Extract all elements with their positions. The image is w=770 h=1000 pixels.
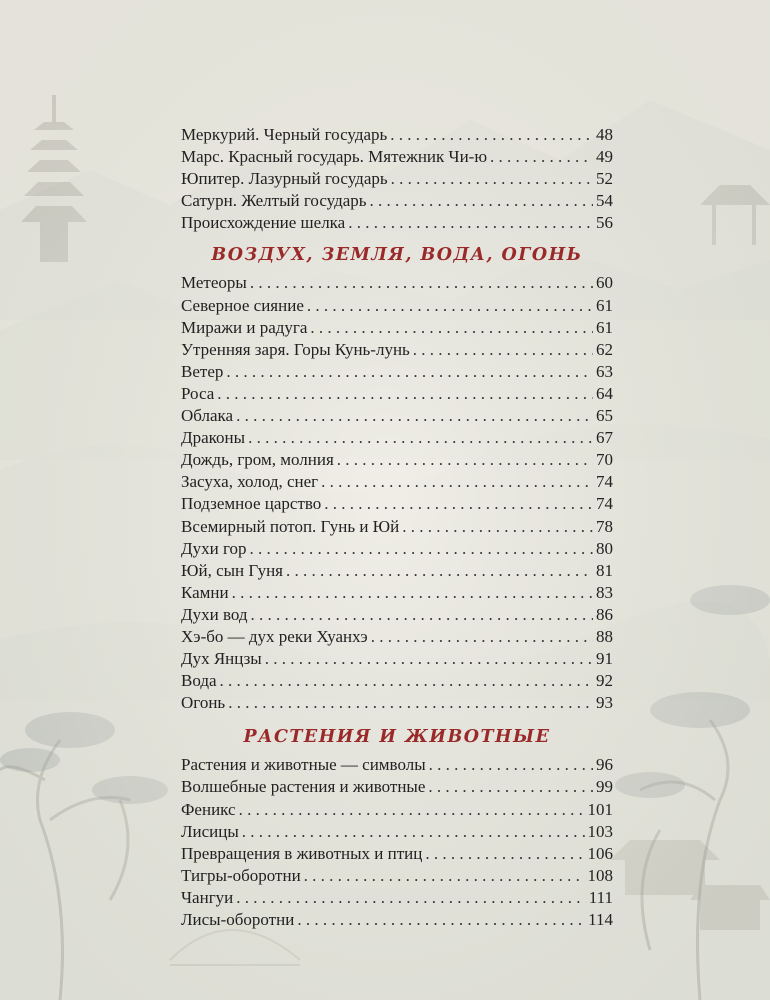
toc-entry-title: Происхождение шелка <box>181 213 346 233</box>
toc-entry <box>181 649 613 671</box>
toc-entry <box>181 800 613 822</box>
toc-entry-title: Миражи и радуга <box>181 317 308 337</box>
toc-entry <box>181 539 613 561</box>
toc-dot-leader <box>265 649 593 669</box>
toc-entry-page-number: 108 <box>587 865 613 885</box>
toc-entry-title: Волшебные растения и животные <box>181 777 426 797</box>
toc-entry-page-number: 56 <box>596 213 613 233</box>
toc-dot-leader <box>391 169 593 189</box>
toc-entry-page-number: 99 <box>596 777 613 797</box>
toc-dot-leader <box>236 888 585 908</box>
toc-entry-title: Дух Янцзы <box>181 649 262 669</box>
toc-dot-leader <box>251 605 593 625</box>
toc-entry-page-number: 88 <box>596 626 613 646</box>
toc-dot-leader <box>217 384 593 404</box>
toc-entry <box>181 517 613 539</box>
toc-entry-title: Драконы <box>181 428 246 448</box>
toc-dot-leader <box>226 362 593 382</box>
toc-group-continued <box>181 125 613 235</box>
toc-entry <box>181 844 613 866</box>
toc-entry-page-number: 92 <box>596 671 613 691</box>
toc-entry-title: Всемирный потоп. Гунь и Юй <box>181 516 400 536</box>
toc-entry-title: Сатурн. Желтый государь <box>181 191 367 211</box>
toc-entry <box>181 384 613 406</box>
toc-entry-page-number: 86 <box>596 604 613 624</box>
toc-dot-leader <box>232 583 593 603</box>
toc-entry <box>181 627 613 649</box>
toc-entry-title: Духи вод <box>181 604 248 624</box>
toc-entry-page-number: 114 <box>588 910 613 929</box>
toc-dot-leader <box>310 318 593 338</box>
toc-entry-title: Роса <box>181 383 215 403</box>
toc-entry-title: Духи гор <box>181 538 247 558</box>
toc-entry-title: Превращения в животных и птиц <box>181 843 423 863</box>
toc-dot-leader <box>236 406 593 426</box>
toc-dot-leader <box>428 777 593 797</box>
toc-dot-leader <box>402 517 593 537</box>
toc-dot-leader <box>490 147 593 167</box>
toc-entry-page-number: 83 <box>596 582 613 602</box>
toc-entry-page-number: 78 <box>596 516 613 536</box>
toc-entry <box>181 777 613 799</box>
toc-entry-page-number: 49 <box>596 147 613 167</box>
toc-entry-page-number: 93 <box>596 693 613 713</box>
toc-entry-page-number: 74 <box>596 472 613 492</box>
toc-dot-leader <box>297 910 585 930</box>
toc-entry <box>181 125 613 147</box>
toc-dot-leader <box>371 627 593 647</box>
toc-entry-page-number: 106 <box>587 843 613 863</box>
toc-group-plants <box>181 755 613 932</box>
toc-entry <box>181 866 613 888</box>
toc-entry-title: Засуха, холод, снег <box>181 472 319 492</box>
toc-entry-title: Утренняя заря. Горы Кунь-лунь <box>181 339 410 359</box>
toc-entry-title: Северное сияние <box>181 295 304 315</box>
toc-entry-title: Меркурий. Черный государь <box>181 125 388 144</box>
toc-entry-title: Лисицы <box>181 821 239 841</box>
toc-entry <box>181 494 613 516</box>
toc-entry <box>181 910 613 932</box>
toc-dot-leader <box>248 428 593 448</box>
toc-entry <box>181 888 613 910</box>
toc-dot-leader <box>321 472 593 492</box>
toc-entry <box>181 822 613 844</box>
toc-entry-page-number: 60 <box>596 273 613 293</box>
toc-entry-title: Растения и животные — символы <box>181 755 426 775</box>
toc-entry-page-number: 54 <box>596 191 613 211</box>
toc-dot-leader <box>220 671 593 691</box>
toc-group-elements <box>181 273 613 715</box>
toc-entry-page-number: 103 <box>587 821 613 841</box>
table-of-contents <box>181 125 613 932</box>
toc-dot-leader <box>307 296 593 316</box>
toc-entry-title: Камни <box>181 582 229 602</box>
toc-dot-leader <box>413 340 593 360</box>
toc-entry-title: Юй, сын Гуня <box>181 560 283 580</box>
toc-entry-title: Облака <box>181 406 234 426</box>
toc-entry-page-number: 67 <box>596 428 613 448</box>
toc-entry-page-number: 62 <box>596 339 613 359</box>
toc-entry <box>181 191 613 213</box>
toc-entry-title: Лисы-оборотни <box>181 910 295 929</box>
toc-entry-title: Юпитер. Лазурный государь <box>181 169 388 189</box>
toc-dot-leader <box>390 125 593 145</box>
toc-entry-page-number: 61 <box>596 295 613 315</box>
toc-entry-title: Чангуи <box>181 887 234 907</box>
toc-dot-leader <box>348 213 593 233</box>
toc-entry-page-number: 61 <box>596 317 613 337</box>
toc-dot-leader <box>250 273 593 293</box>
toc-dot-leader <box>370 191 593 211</box>
toc-entry-page-number: 65 <box>596 406 613 426</box>
section-heading-elements: ВОЗДУХ, ЗЕМЛЯ, ВОДА, ОГОНЬ <box>211 245 583 266</box>
toc-entry-title: Вода <box>181 671 217 691</box>
toc-entry-page-number: 63 <box>596 361 613 381</box>
toc-entry-page-number: 74 <box>596 494 613 514</box>
section-heading-plants: РАСТЕНИЯ И ЖИВОТНЫЕ <box>243 727 551 748</box>
toc-dot-leader <box>425 844 584 864</box>
toc-entry <box>181 273 613 295</box>
toc-entry <box>181 213 613 235</box>
toc-entry-title: Хэ-бо — дух реки Хуанхэ <box>181 626 368 646</box>
toc-entry <box>181 406 613 428</box>
toc-entry-title: Метеоры <box>181 273 247 293</box>
toc-entry <box>181 428 613 450</box>
toc-entry <box>181 755 613 777</box>
toc-entry-page-number: 96 <box>596 755 613 775</box>
toc-entry-page-number: 91 <box>596 649 613 669</box>
toc-entry <box>181 671 613 693</box>
toc-dot-leader <box>324 494 593 514</box>
toc-entry-title: Феникс <box>181 799 236 819</box>
toc-entry <box>181 296 613 318</box>
toc-entry <box>181 693 613 715</box>
toc-entry <box>181 169 613 191</box>
toc-entry-page-number: 111 <box>588 887 613 907</box>
toc-entry <box>181 472 613 494</box>
toc-entry <box>181 362 613 384</box>
toc-entry-title: Тигры-оборотни <box>181 865 301 885</box>
toc-entry-title: Марс. Красный государь. Мятежник Чи-ю <box>181 147 488 167</box>
toc-entry-title: Ветер <box>181 361 224 381</box>
toc-entry-page-number: 81 <box>596 560 613 580</box>
toc-dot-leader <box>286 561 593 581</box>
toc-dot-leader <box>239 800 585 820</box>
toc-entry <box>181 340 613 362</box>
toc-dot-leader <box>429 755 593 775</box>
toc-entry-title: Дождь, гром, молния <box>181 450 334 470</box>
toc-entry-title: Подземное царство <box>181 494 322 514</box>
toc-entry <box>181 450 613 472</box>
toc-entry <box>181 561 613 583</box>
toc-entry <box>181 583 613 605</box>
toc-dot-leader <box>228 693 593 713</box>
toc-entry-page-number: 64 <box>596 383 613 403</box>
toc-entry <box>181 147 613 169</box>
toc-entry <box>181 605 613 627</box>
toc-entry-page-number: 80 <box>596 538 613 558</box>
toc-entry-page-number: 48 <box>596 125 613 144</box>
toc-dot-leader <box>242 822 585 842</box>
toc-entry-page-number: 70 <box>596 450 613 470</box>
toc-entry <box>181 318 613 340</box>
toc-entry-page-number: 52 <box>596 169 613 189</box>
toc-dot-leader <box>337 450 593 470</box>
toc-entry-page-number: 101 <box>587 799 613 819</box>
toc-dot-leader <box>304 866 585 886</box>
toc-dot-leader <box>250 539 594 559</box>
toc-entry-title: Огонь <box>181 693 226 713</box>
